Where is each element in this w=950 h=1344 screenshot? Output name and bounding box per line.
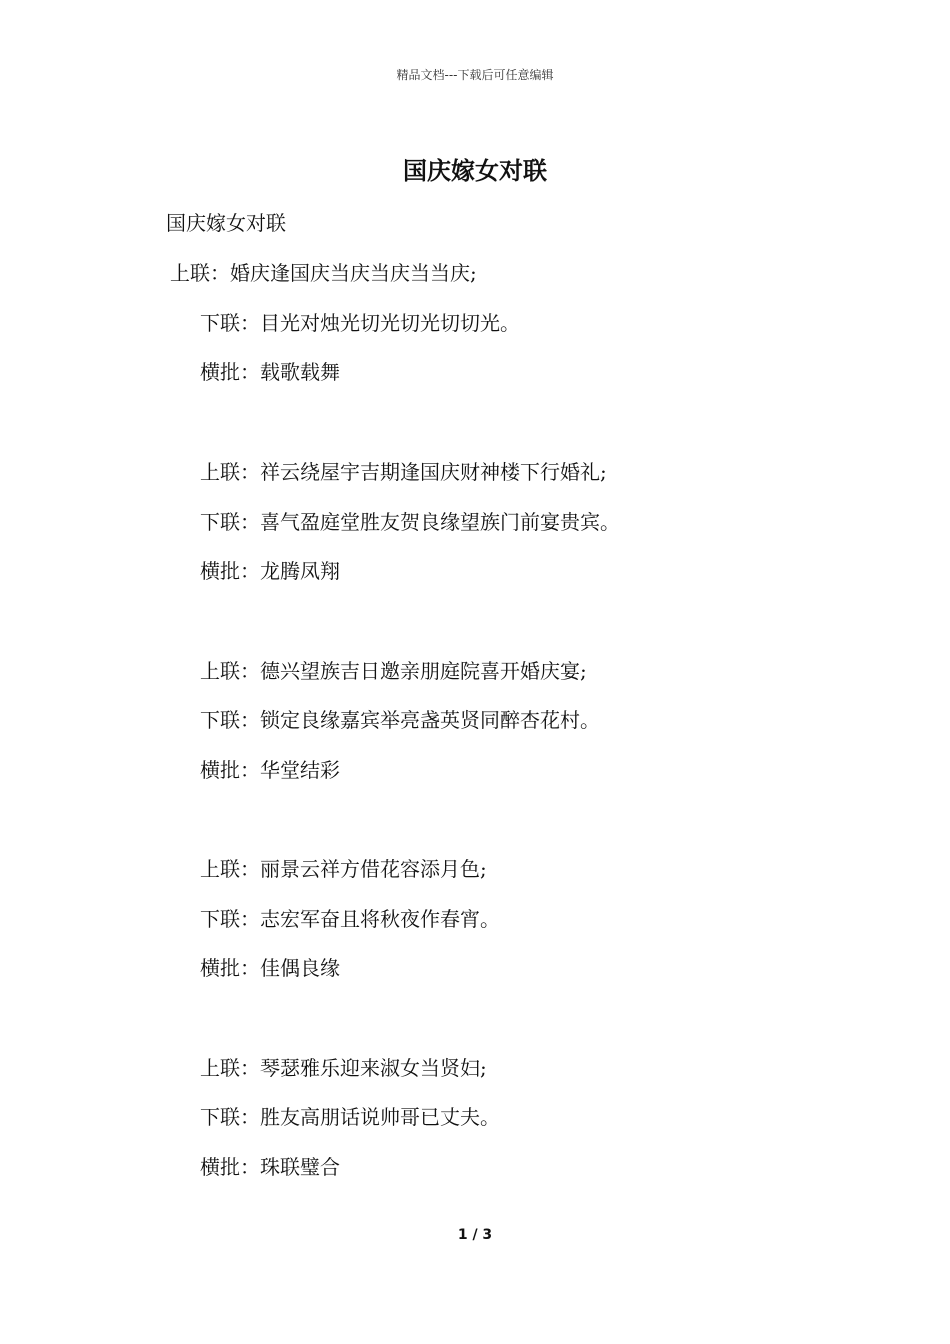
couplet-4-lower: 下联：志宏军奋且将秋夜作春宵。 [200,907,500,931]
document-title: 国庆嫁女对联 [403,156,547,185]
couplet-2-lower: 下联：喜气盈庭堂胜友贺良缘望族门前宴贵宾。 [200,510,620,534]
couplet-2-upper: 上联：祥云绕屋宇吉期逢国庆财神楼下行婚礼; [200,460,607,484]
couplet-4-upper: 上联：丽景云祥方借花容添月色; [200,857,487,881]
couplet-3-upper: 上联：德兴望族吉日邀亲朋庭院喜开婚庆宴; [200,659,587,683]
page-number: 1 / 3 [457,1227,493,1243]
couplet-3-lower: 下联：锁定良缘嘉宾举亮盏英贤同醉杏花村。 [200,708,600,732]
document-subtitle: 国庆嫁女对联 [166,211,286,235]
couplet-4-banner: 横批：佳偶良缘 [200,956,340,980]
couplet-5-lower: 下联：胜友高朋话说帅哥已丈夫。 [200,1105,500,1129]
couplet-3-banner: 横批：华堂结彩 [200,758,340,782]
couplet-5-upper: 上联：琴瑟雅乐迎来淑女当贤妇; [200,1056,487,1080]
couplet-1-upper: 上联：婚庆逢国庆当庆当庆当当庆; [170,261,477,285]
header-note: 精品文档---下载后可任意编辑 [396,68,554,82]
couplet-1-lower: 下联：目光对烛光切光切光切切光。 [200,311,520,335]
couplet-2-banner: 横批：龙腾凤翔 [200,559,340,583]
couplet-1-banner: 横批：载歌载舞 [200,360,340,384]
couplet-5-banner: 横批：珠联璧合 [200,1155,340,1179]
